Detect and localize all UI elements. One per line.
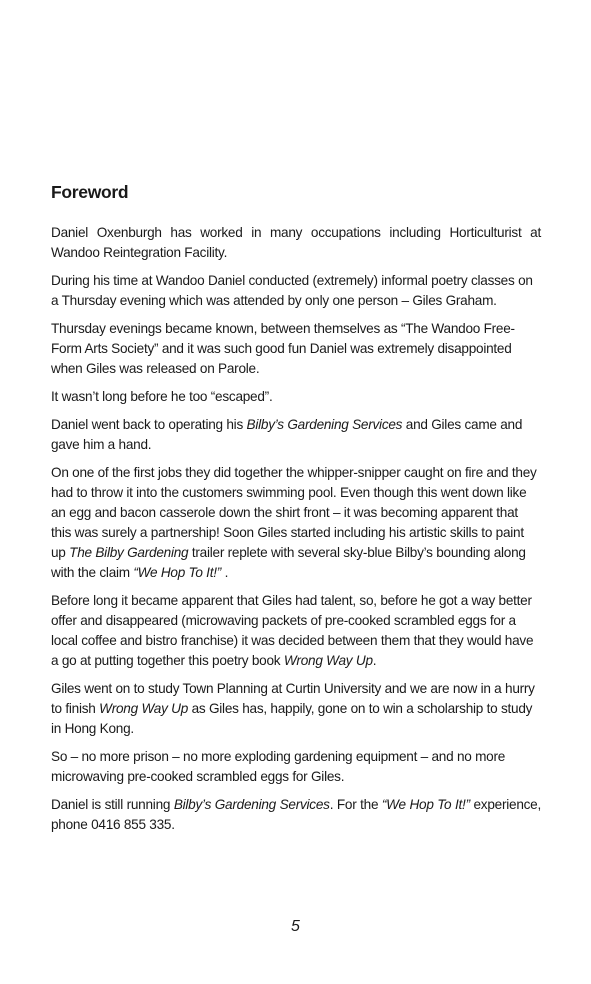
paragraph-text: During his time at Wandoo Daniel conducted (extremely) informal poetry classes on a Thursday evening which was attended by only one person – Giles Graham. [51, 273, 533, 308]
paragraph-text: . [221, 565, 229, 580]
paragraph-text: So – no more prison – no more exploding gardening equipment – and no more microwaving pre-cooked scrambled eggs for Giles. [51, 749, 506, 784]
paragraph [51, 319, 541, 379]
paragraph [51, 795, 541, 835]
paragraph-text: Daniel is still running [51, 797, 174, 812]
paragraph [51, 223, 541, 263]
paragraph-text: Daniel went back to operating his [51, 417, 247, 432]
paragraph-text: experience, phone 0416 855 335. [51, 797, 542, 832]
paragraph-text: and Giles came and gave him a hand. [51, 417, 523, 452]
italic-title-text: Wrong Way Up [283, 653, 373, 668]
paragraph [51, 463, 541, 583]
italic-title-text: Bilby’s Gardening Services [173, 797, 330, 812]
paragraph [51, 415, 541, 455]
italic-title-text: “We Hop To It!” [381, 797, 470, 812]
paragraph-text: Thursday evenings became known, between themselves as “The Wandoo Free-Form Arts Society” and it was such good fun Daniel was extremely disappointed when Giles was released on Parole. [51, 321, 515, 376]
paragraph [51, 679, 541, 739]
paragraph-text: . For the [329, 797, 382, 812]
paragraph-text: Giles went on to study Town Planning at Curtin University and we are now in a hurry to finish [51, 681, 535, 716]
paragraph [51, 271, 541, 311]
page-number: 5 [291, 918, 300, 935]
foreword-body [51, 223, 541, 835]
paragraph-text: Daniel Oxenburgh has worked in many occupations including Horticulturist at Wandoo Reintegration Facility. [51, 225, 541, 260]
page-title: Foreword [51, 182, 129, 202]
foreword-page [51, 178, 541, 843]
paragraph-text: It wasn’t long before he too “escaped”. [51, 389, 273, 404]
paragraph [51, 387, 541, 407]
italic-title-text: Wrong Way Up [99, 701, 189, 716]
paragraph-text: Before long it became apparent that Giles had talent, so, before he got a way better offer and disappeared (microwaving packets of pre-cooked scrambled eggs for a local coffee and bistro franchise) it was decided between them that they would have a go at putting together this poetry book [51, 593, 534, 668]
paragraph [51, 591, 541, 671]
italic-title-text: Bilby’s Gardening Services [246, 417, 403, 432]
paragraph-text: as Giles has, happily, gone on to win a scholarship to study in Hong Kong. [51, 701, 533, 736]
paragraph-text: trailer replete with several sky-blue Bilby’s bounding along with the claim [51, 545, 526, 580]
paragraph [51, 747, 541, 787]
paragraph-text: On one of the first jobs they did together the whipper-snipper caught on fire and they had to throw it into the customers swimming pool. Even though this went down like an egg and bacon casserole down the shirt front – it was becoming apparent that this was surely a partnership! Soon Giles started including his artistic skills to paint up [51, 465, 537, 560]
italic-title-text: The Bilby Gardening [69, 545, 189, 560]
paragraph-text: . [372, 653, 377, 668]
italic-title-text: “We Hop To It!” [133, 565, 222, 580]
